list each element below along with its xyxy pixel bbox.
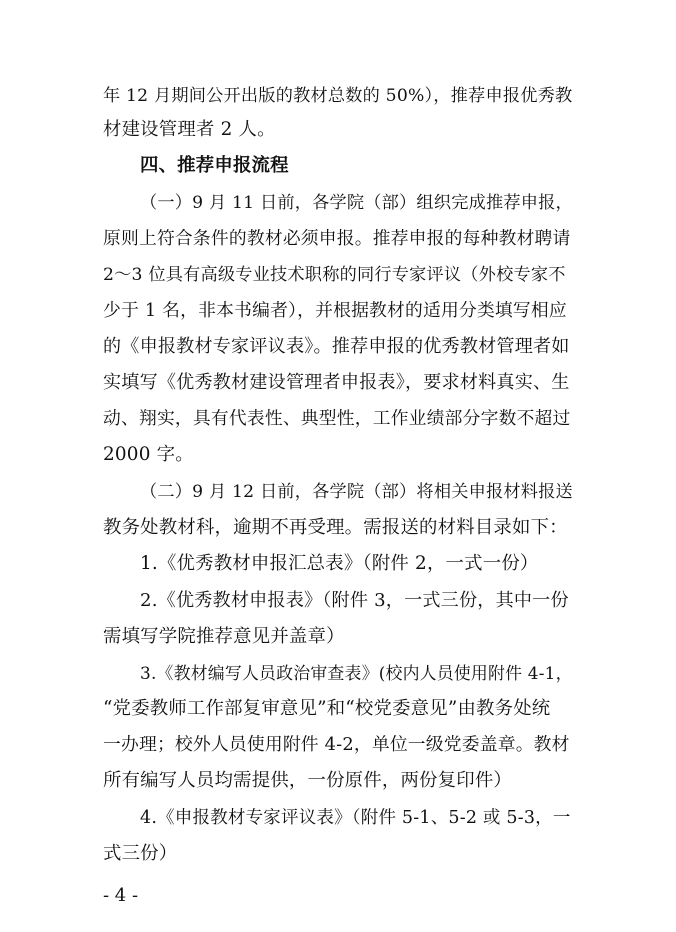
section-heading: 四、推荐申报流程 bbox=[140, 155, 289, 176]
page-number: - 4 - bbox=[103, 885, 139, 906]
list-item-3-cont-2: 一办理；校外人员使用附件 4-2，单位一级党委盖章。教材 bbox=[103, 734, 570, 755]
list-item-4: 4.《申报教材专家评议表》（附件 5-1、5-2 或 5-3，一 bbox=[140, 808, 571, 828]
list-item-2: 2.《优秀教材申报表》（附件 3，一式三份，其中一份 bbox=[140, 590, 569, 611]
text-line-10: 动、翔实，具有代表性、典型性，工作业绩部分字数不超过 bbox=[103, 408, 571, 429]
text-line-13: 教务处教材科，逾期不再受理。需报送的材料目录如下： bbox=[103, 517, 568, 538]
list-item-1: 1.《优秀教材申报汇总表》（附件 2，一式一份） bbox=[140, 553, 539, 574]
text-line-8: 的《申报教材专家评议表》。推荐申报的优秀教材管理者如 bbox=[103, 336, 570, 357]
text-line-2: 材建设管理者 2 人。 bbox=[103, 119, 276, 140]
text-line-6: 2～3 位具有高级专业技术职称的同行专家评议（外校专家不 bbox=[103, 265, 566, 285]
text-line-5: 原则上符合条件的教材必须申报。推荐申报的每种教材聘请 bbox=[103, 228, 571, 249]
list-item-3: 3.《教材编写人员政治审查表》(校内人员使用附件 4-1， bbox=[140, 663, 573, 683]
list-item-2-cont: 需填写学院推荐意见并盖章） bbox=[103, 626, 345, 647]
text-line-11: 2000 字。 bbox=[103, 444, 194, 465]
text-line-12: （二）9 月 12 日前，各学院（部）将相关申报材料报送 bbox=[140, 482, 573, 502]
list-item-3-cont-3: 所有编写人员均需提供，一份原件，两份复印件） bbox=[103, 770, 512, 791]
text-line-9: 实填写《优秀教材建设管理者申报表》，要求材料真实、生 bbox=[103, 372, 570, 393]
text-line-1: 年 12 月期间公开出版的教材总数的 50%），推荐申报优秀教 bbox=[103, 86, 573, 106]
list-item-3-cont-1: “党委教师工作部复审意见”和“校党委意见”由教务处统 bbox=[103, 698, 551, 719]
text-line-7: 少于 1 名，非本书编者），并根据教材的适用分类填写相应 bbox=[103, 300, 567, 321]
list-item-4-cont: 式三份） bbox=[103, 843, 178, 864]
text-line-4: （一）9 月 11 日前，各学院（部）组织完成推荐申报， bbox=[140, 193, 573, 213]
